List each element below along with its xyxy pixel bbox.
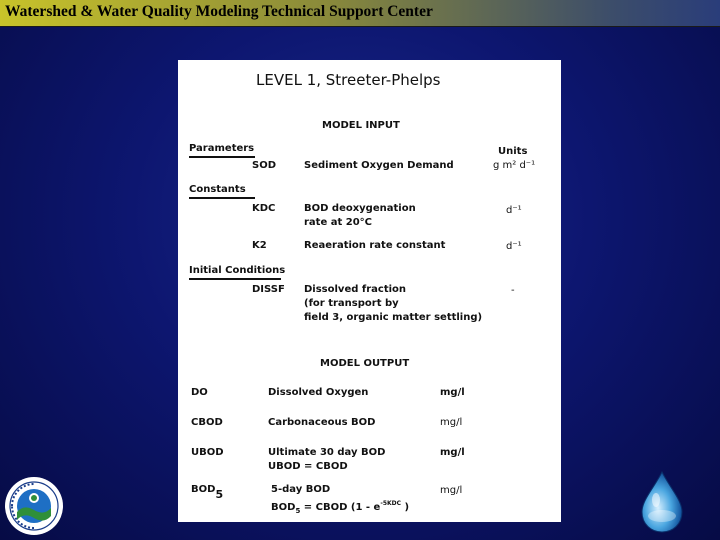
output-code-bod5-text: BOD	[191, 484, 216, 495]
formula-rhs-a: = CBOD (1 - e	[303, 502, 381, 513]
input-desc-dissf: Dissolved fraction	[304, 284, 407, 295]
output-code-do: DO	[191, 387, 208, 398]
input-unit-dissf: -	[511, 285, 515, 296]
output-desc-cbod: Carbonaceous BOD	[268, 417, 376, 428]
input-code-sod: SOD	[252, 160, 277, 171]
output-code-bod5-sub: 5	[215, 488, 224, 501]
model-output-heading: MODEL OUTPUT	[320, 358, 410, 369]
input-code-kdc: KDC	[252, 203, 276, 214]
output-unit-do: mg/l	[440, 387, 465, 398]
output-code-cbod: CBOD	[191, 417, 223, 428]
output-desc2-ubod: UBOD = CBOD	[268, 461, 348, 472]
constants-label: Constants	[189, 184, 246, 195]
output-unit-bod5: mg/l	[440, 485, 463, 496]
bod5-formula	[271, 500, 409, 515]
epa-seal-icon	[4, 476, 64, 536]
figure-heading: LEVEL 1, Streeter-Phelps	[256, 71, 441, 89]
input-unit-sod: g m² d⁻¹	[493, 160, 536, 171]
title-bar	[0, 0, 720, 27]
input-desc2-dissf: (for transport by	[304, 298, 399, 309]
slide-figure	[178, 60, 561, 522]
input-desc-kdc: BOD deoxygenation	[304, 203, 416, 214]
water-drop-icon	[632, 470, 692, 534]
formula-lhs: BOD	[271, 502, 296, 513]
formula-rhs-sup: -5KDC	[380, 500, 402, 507]
page-title: Watershed & Water Quality Modeling Technical Support Center	[5, 3, 433, 20]
input-unit-k2: d⁻¹	[506, 241, 522, 252]
constants-underline	[189, 197, 255, 199]
output-desc-do: Dissolved Oxygen	[268, 387, 369, 398]
output-code-bod5	[191, 484, 223, 501]
parameters-underline	[189, 156, 255, 158]
output-desc-ubod: Ultimate 30 day BOD	[268, 447, 386, 458]
output-unit-ubod: mg/l	[440, 447, 465, 458]
initial-conditions-underline	[189, 278, 281, 280]
input-code-k2: K2	[252, 240, 267, 251]
input-desc2-kdc: rate at 20°C	[304, 217, 372, 228]
input-desc-sod: Sediment Oxygen Demand	[304, 160, 454, 171]
parameters-label: Parameters	[189, 143, 255, 154]
units-header: Units	[498, 146, 528, 157]
output-unit-cbod: mg/l	[440, 417, 463, 428]
input-unit-kdc: d⁻¹	[506, 205, 522, 216]
input-desc-k2: Reaeration rate constant	[304, 240, 446, 251]
model-input-heading: MODEL INPUT	[322, 120, 400, 131]
formula-rhs-b: )	[404, 502, 410, 513]
formula-lhs-sub: 5	[295, 507, 301, 515]
output-desc-bod5: 5-day BOD	[271, 484, 331, 495]
output-code-ubod: UBOD	[191, 447, 224, 458]
input-code-dissf: DISSF	[252, 284, 285, 295]
initial-conditions-label: Initial Conditions	[189, 265, 286, 276]
input-desc3-dissf: field 3, organic matter settling)	[304, 312, 483, 323]
